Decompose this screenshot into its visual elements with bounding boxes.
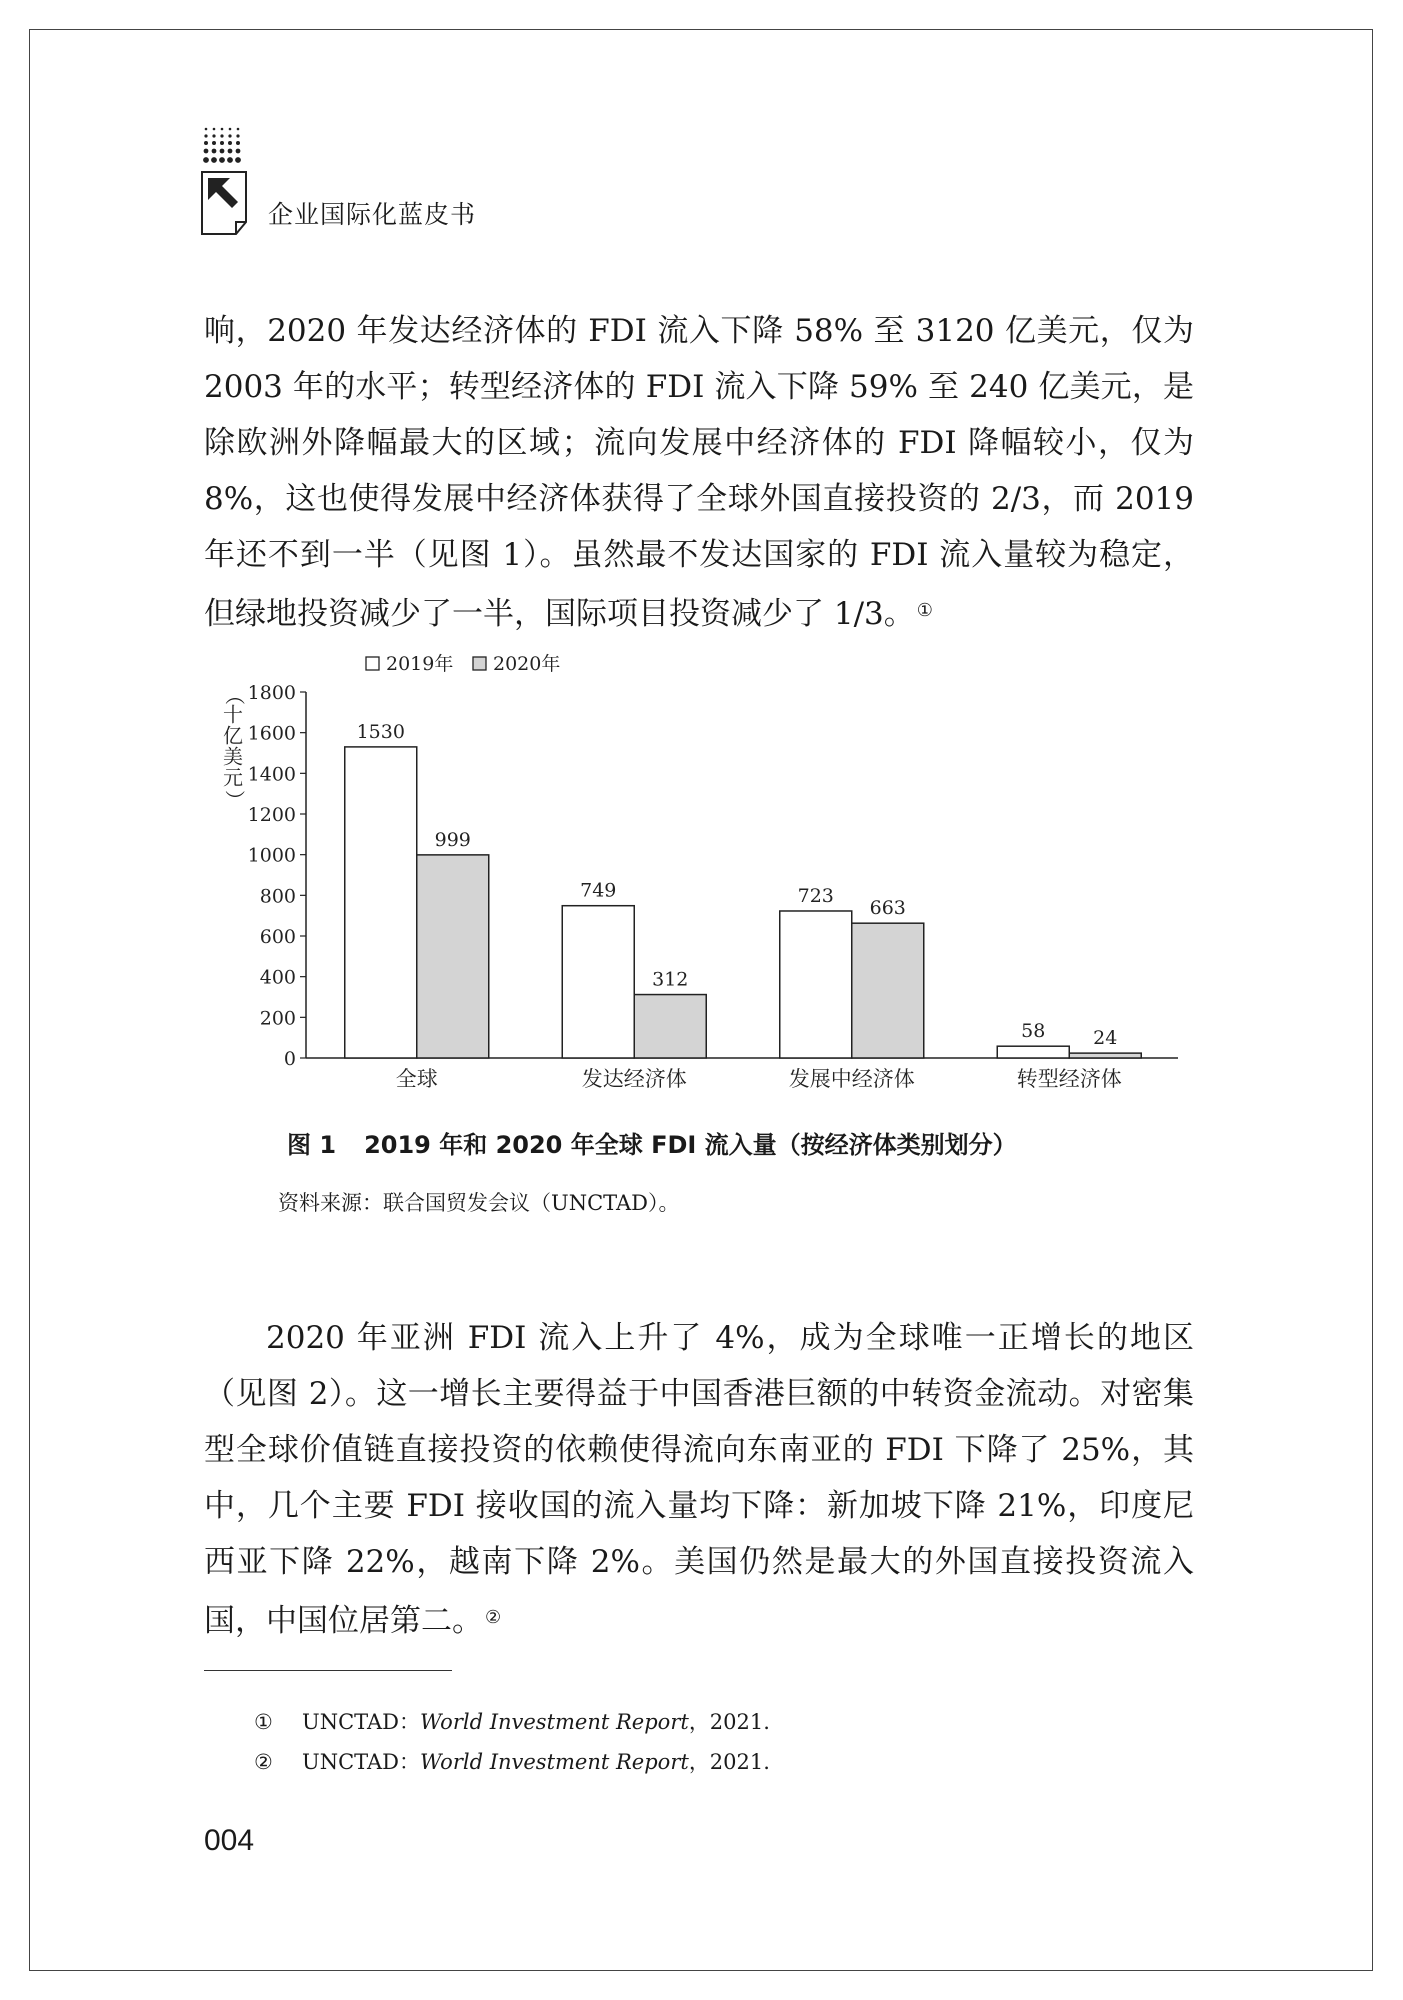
y-axis-label-char: 亿 <box>223 723 243 748</box>
bar <box>562 906 634 1058</box>
y-tick-label: 1200 <box>247 804 296 826</box>
legend-swatch <box>366 657 379 670</box>
bar-value-label: 1530 <box>356 720 405 743</box>
figure-number: 图 1 <box>287 1131 337 1159</box>
legend-label: 2019年 <box>386 653 454 675</box>
body-paragraph-2 <box>204 1310 1194 1649</box>
bar <box>852 923 924 1058</box>
bar <box>417 855 489 1058</box>
bar <box>345 747 417 1058</box>
footnote-suffix: ，2021. <box>688 1750 770 1774</box>
y-tick-label: 1600 <box>247 722 296 745</box>
body-paragraph-1 <box>204 303 1194 642</box>
x-category-label: 发达经济体 <box>581 1067 687 1091</box>
footnote-source-title: World Investment Report <box>420 1710 689 1734</box>
bar-value-label: 312 <box>652 968 689 991</box>
bar <box>1069 1053 1141 1058</box>
bar-value-label: 24 <box>1093 1027 1118 1050</box>
y-tick-label: 800 <box>259 885 296 908</box>
footnote-source-title: World Investment Report <box>420 1750 689 1774</box>
footnote-suffix: ，2021. <box>688 1710 770 1734</box>
x-category-label: 发展中经济体 <box>788 1067 915 1091</box>
y-axis-label-char: 十 <box>223 702 243 727</box>
bar <box>997 1046 1069 1058</box>
footnote-ref-2[interactable]: ② <box>485 1607 502 1628</box>
bar-value-label: 663 <box>869 897 906 920</box>
bar-value-label: 749 <box>580 879 617 902</box>
footnote-divider <box>204 1670 452 1671</box>
book-logo-icon <box>200 126 248 238</box>
page-number: 004 <box>204 1824 255 1857</box>
y-tick-label: 1800 <box>247 682 296 704</box>
fdi-bar-chart <box>210 640 1200 1110</box>
y-tick-label: 200 <box>259 1007 296 1030</box>
bar <box>780 911 852 1058</box>
bar-value-label: 58 <box>1021 1020 1046 1043</box>
paragraph-1-text: 响，2020 年发达经济体的 FDI 流入下降 58% 至 3120 亿美元，仅为 2003 年的水平；转型经济体的 FDI 流入下降 59% 至 240 亿美元，是除欧洲外降幅最大的区域；流向发展中经济体的 FDI 降幅较小，仅为 8%，这也使得发展中经济体获得了全球外国直接投资的 2/3，而 2019 年还不到一半（见图 1）。虽然最不发达国家的 FDI 流入量较为稳定，但绿地投资减少了一半，国际项目投资减少了 1/3。 <box>204 313 1194 632</box>
x-category-label: 转型经济体 <box>1016 1067 1122 1091</box>
footnote-prefix: UNCTAD： <box>302 1710 421 1734</box>
bar-value-label: 999 <box>434 828 471 851</box>
figure-caption <box>287 1125 1017 1160</box>
footnote-prefix: UNCTAD： <box>302 1750 421 1774</box>
x-category-label: 全球 <box>395 1067 438 1091</box>
figure-source: 资料来源：联合国贸发会议（UNCTAD）。 <box>278 1191 680 1215</box>
legend-swatch <box>473 657 486 670</box>
y-tick-label: 0 <box>283 1048 296 1070</box>
book-series-title: 企业国际化蓝皮书 <box>268 200 477 229</box>
y-axis-label-char: 美 <box>223 744 243 769</box>
y-axis-label-char: （ <box>222 685 247 705</box>
footnote-mark: ② <box>254 1750 273 1774</box>
y-axis-label-char: ） <box>222 790 247 810</box>
footnote-1 <box>254 1706 770 1736</box>
y-tick-label: 1000 <box>247 844 296 867</box>
y-tick-label: 600 <box>259 926 296 948</box>
figure-title: 2019 年和 2020 年全球 FDI 流入量（按经济体类别划分） <box>364 1131 1017 1159</box>
footnote-2 <box>254 1746 770 1776</box>
bar-value-label: 723 <box>797 884 834 907</box>
y-tick-label: 400 <box>259 966 296 989</box>
bar <box>634 995 706 1058</box>
y-axis-label-char: 元 <box>223 765 243 790</box>
y-tick-label: 1400 <box>247 763 296 786</box>
paragraph-2-text: 2020 年亚洲 FDI 流入上升了 4%，成为全球唯一正增长的地区（见图 2）。这一增长主要得益于中国香港巨额的中转资金流动。对密集型全球价值链直接投资的依赖使得流向东南亚的 FDI 下降了 25%，其中，几个主要 FDI 接收国的流入量均下降：新加坡下降 21%，印度尼西亚下降 22%，越南下降 2%。美国仍然是最大的外国直接投资流入国，中国位居第二。 <box>204 1320 1194 1639</box>
footnote-ref-1[interactable]: ① <box>916 600 933 621</box>
footnote-mark: ① <box>254 1710 273 1734</box>
legend-label: 2020年 <box>493 653 561 675</box>
